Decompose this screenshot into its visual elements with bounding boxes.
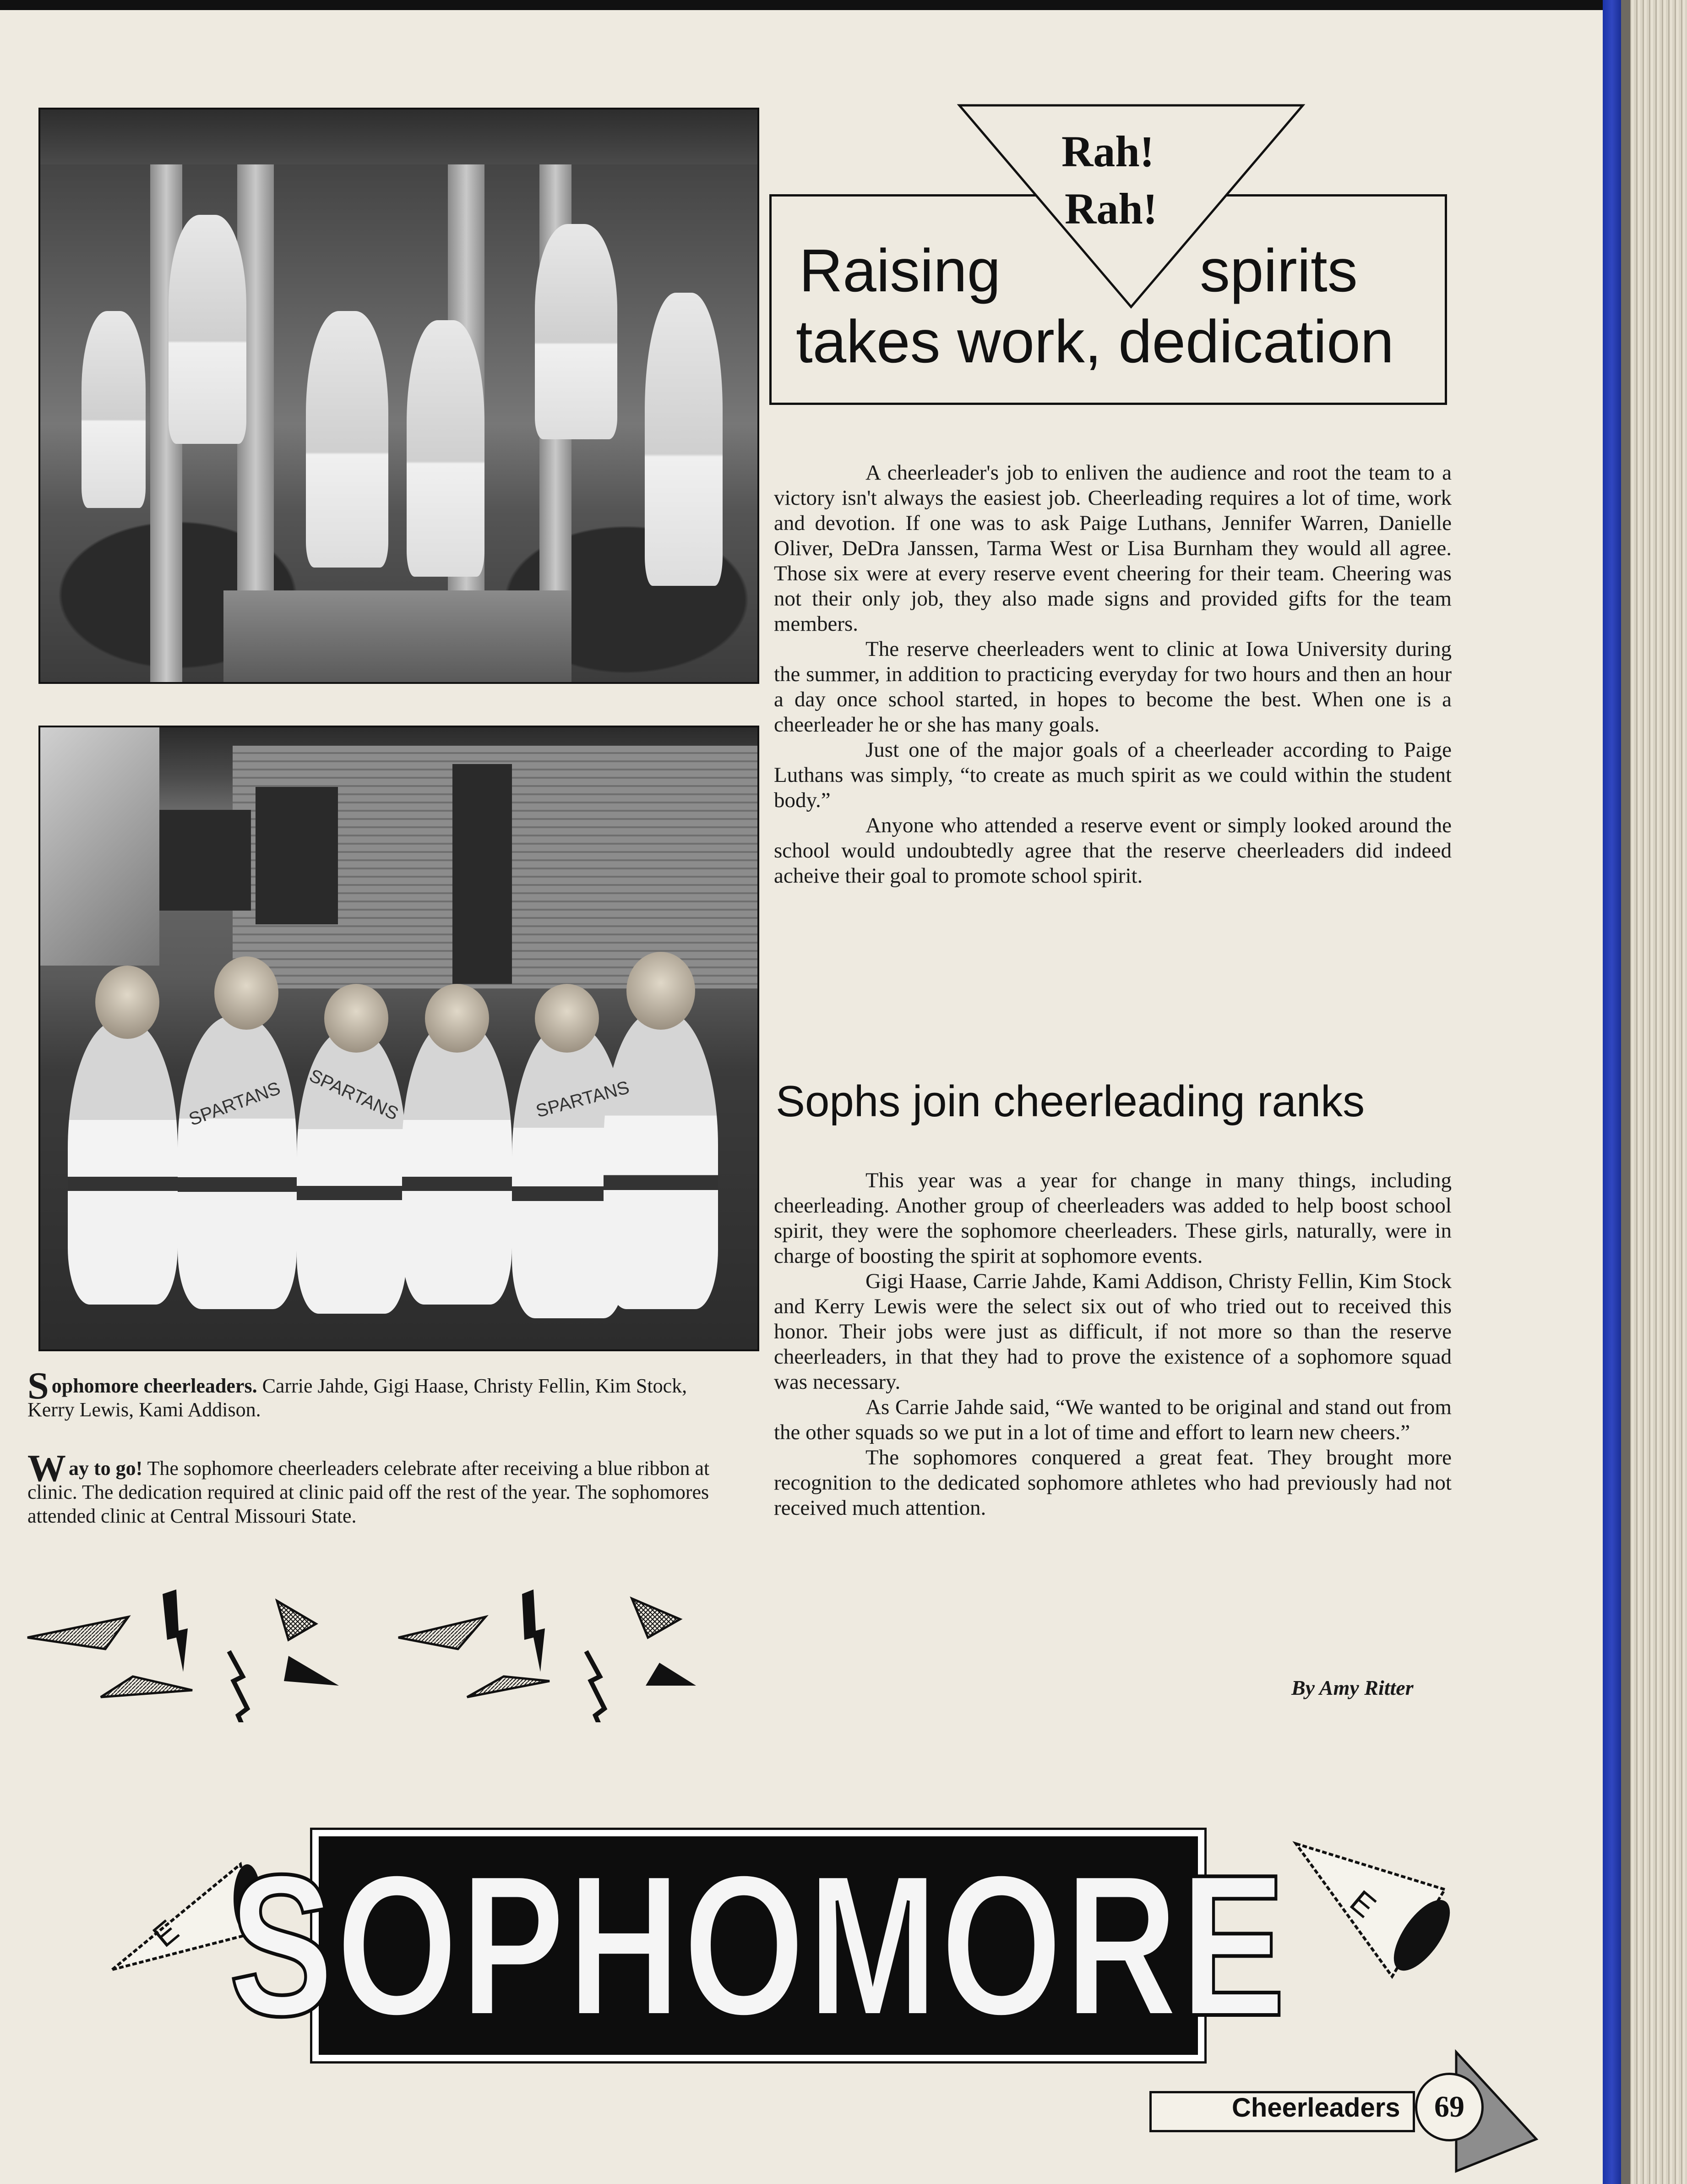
cheerleader-head — [535, 984, 599, 1053]
cheerleader-head — [324, 984, 388, 1053]
cheerleader-figure — [169, 215, 246, 444]
megaphone-letter: E — [146, 1913, 185, 1954]
page-edges — [1621, 0, 1687, 2184]
sophomore-cheerleader — [68, 1021, 178, 1305]
cheerleader-head — [425, 984, 489, 1053]
article-paragraph: A cheerleader's job to enliven the audience and root the team to a victory isn't always the easiest job. Cheerleading requires a lot of time, work and devotion. If one was to ask Paige Luthans, Jennifer Warren, Danielle Oliver, DeDra Janssen, Tarma West or Lisa Burnham they would all agree. Those six were at every reserve event cheering for their team. Cheering was not their only job, they also made signs and provided gifts for the team members. — [774, 461, 1452, 636]
building-roof-corner — [40, 727, 159, 966]
caption-way-to-go — [27, 1447, 733, 1528]
megaphone-letter: E — [1343, 1883, 1383, 1925]
building-window — [452, 764, 512, 984]
footer-section-label: Cheerleaders — [1232, 2093, 1400, 2123]
cheerleader-figure — [535, 224, 617, 439]
pennant-icon — [27, 1617, 128, 1649]
rah-text-2: Rah! — [1065, 184, 1158, 233]
pennant-icon — [284, 1656, 339, 1686]
byline: By Amy Ritter — [1291, 1676, 1414, 1699]
gazebo-steps — [223, 590, 571, 682]
pennant-icon — [101, 1676, 192, 1697]
lightning-bolt-icon — [229, 1651, 252, 1722]
caption-lead: ay to go! — [69, 1457, 143, 1480]
caption-lead: ophomore cheerleaders. — [51, 1375, 257, 1397]
sophomore-cheerleader — [402, 1021, 512, 1305]
article-sophomore — [774, 1168, 1452, 1521]
rah-text-1: Rah! — [1061, 127, 1154, 176]
headline-word-raising: Raising — [799, 237, 1001, 304]
cheerleader-figure — [645, 293, 723, 586]
cheerleader-head — [626, 952, 695, 1030]
megaphone-right-icon — [1289, 1830, 1468, 1986]
pennant-icon — [646, 1663, 696, 1686]
photo-sophomore-cheerleaders — [38, 726, 759, 1351]
building-window — [256, 787, 338, 924]
shirt-lettering: SPARTANS — [186, 1078, 283, 1130]
pennant-lightning-decoration — [18, 1539, 733, 1722]
pennant-icon — [398, 1617, 485, 1649]
pennant-icon — [632, 1599, 680, 1638]
article-paragraph: Anyone who attended a reserve event or simply looked around the school would undoubtedly agree that the reserve cheerleaders did indeed acheive their goal to promote school spirit. — [774, 814, 1452, 888]
headline-line-2: takes work, dedication — [796, 308, 1394, 375]
shirt-lettering: SPARTANS — [533, 1077, 631, 1122]
gazebo-roof — [40, 109, 757, 164]
shirt-lettering: SPARTANS — [306, 1065, 402, 1125]
subheadline: Sophs join cheerleading ranks — [776, 1077, 1365, 1126]
cheerleader-figure — [82, 311, 146, 508]
cheerleader-figure — [306, 311, 388, 568]
headline-word-spirits: spirits — [1200, 237, 1358, 304]
cheerleader-head — [214, 956, 278, 1030]
cheerleader-figure — [407, 320, 484, 577]
pennant-icon — [277, 1601, 316, 1640]
lightning-bolt-icon — [522, 1589, 545, 1672]
article-paragraph: This year was a year for change in many things, including cheerleading. Another group of cheerleaders was added to help boost school spirit, they were the sophomore cheerleaders. These girls, naturally, were in charge of boosting the spirit at sophomore events. — [774, 1168, 1452, 1268]
sophomore-banner — [229, 1830, 1288, 2061]
article-paragraph: The reserve cheerleaders went to clinic at Iowa University during the summer, in addition to practicing everyday for two hours and then an hour a day once school started, in hopes to become the best. When one is a cheerleader he or she has many goals. — [774, 637, 1452, 737]
article-reserve — [774, 460, 1452, 889]
lightning-bolt-icon — [163, 1589, 188, 1672]
cheerleader-head — [95, 966, 159, 1039]
article-paragraph: As Carrie Jahde said, “We wanted to be original and stand out from the other squads so we put in a lot of time and effort to learn new cheers.” — [774, 1395, 1452, 1444]
article-paragraph: The sophomores conquered a great feat. They brought more recognition to the dedicated sophomore athletes who had previously had not received much attention. — [774, 1446, 1452, 1520]
sophomore-cheerleader — [604, 1011, 718, 1309]
caption-body: The sophomore cheerleaders celebrate after receiving a blue ribbon at clinic. The dedication required at clinic paid off the rest of the year. The sophomores attended clinic at Central Missouri State. — [27, 1457, 710, 1527]
sophomore-banner-text: SOPHOMORE — [229, 1833, 1288, 2058]
pennant-icon — [467, 1676, 550, 1697]
caption-drop-cap: S — [27, 1365, 49, 1407]
lightning-bolt-icon — [586, 1651, 609, 1722]
sophomore-cheerleader — [178, 1016, 297, 1309]
photo-reserve-cheerleaders — [38, 108, 759, 684]
caption-sophomore-cheerleaders — [27, 1365, 733, 1422]
book-spine — [1603, 0, 1621, 2184]
article-paragraph: Just one of the major goals of a cheerleader according to Paige Luthans was simply, “to create as much spirit as we could within the student body.” — [774, 738, 1452, 812]
caption-drop-cap: W — [27, 1447, 66, 1490]
caption-body: Carrie Jahde, Gigi Haase, Christy Fellin, Kim Stock, Kerry Lewis, Kami Addison. — [27, 1375, 687, 1421]
article-paragraph: Gigi Haase, Carrie Jahde, Kami Addison, Christy Fellin, Kim Stock and Kerry Lewis were the select six out of who tried out to received this honor. Their jobs were just as difficult, if not more so than the reserve cheerleaders, in that they had to prove the existence of a sophomore squad was necessary. — [774, 1269, 1452, 1394]
page-number: 69 — [1415, 2073, 1484, 2141]
